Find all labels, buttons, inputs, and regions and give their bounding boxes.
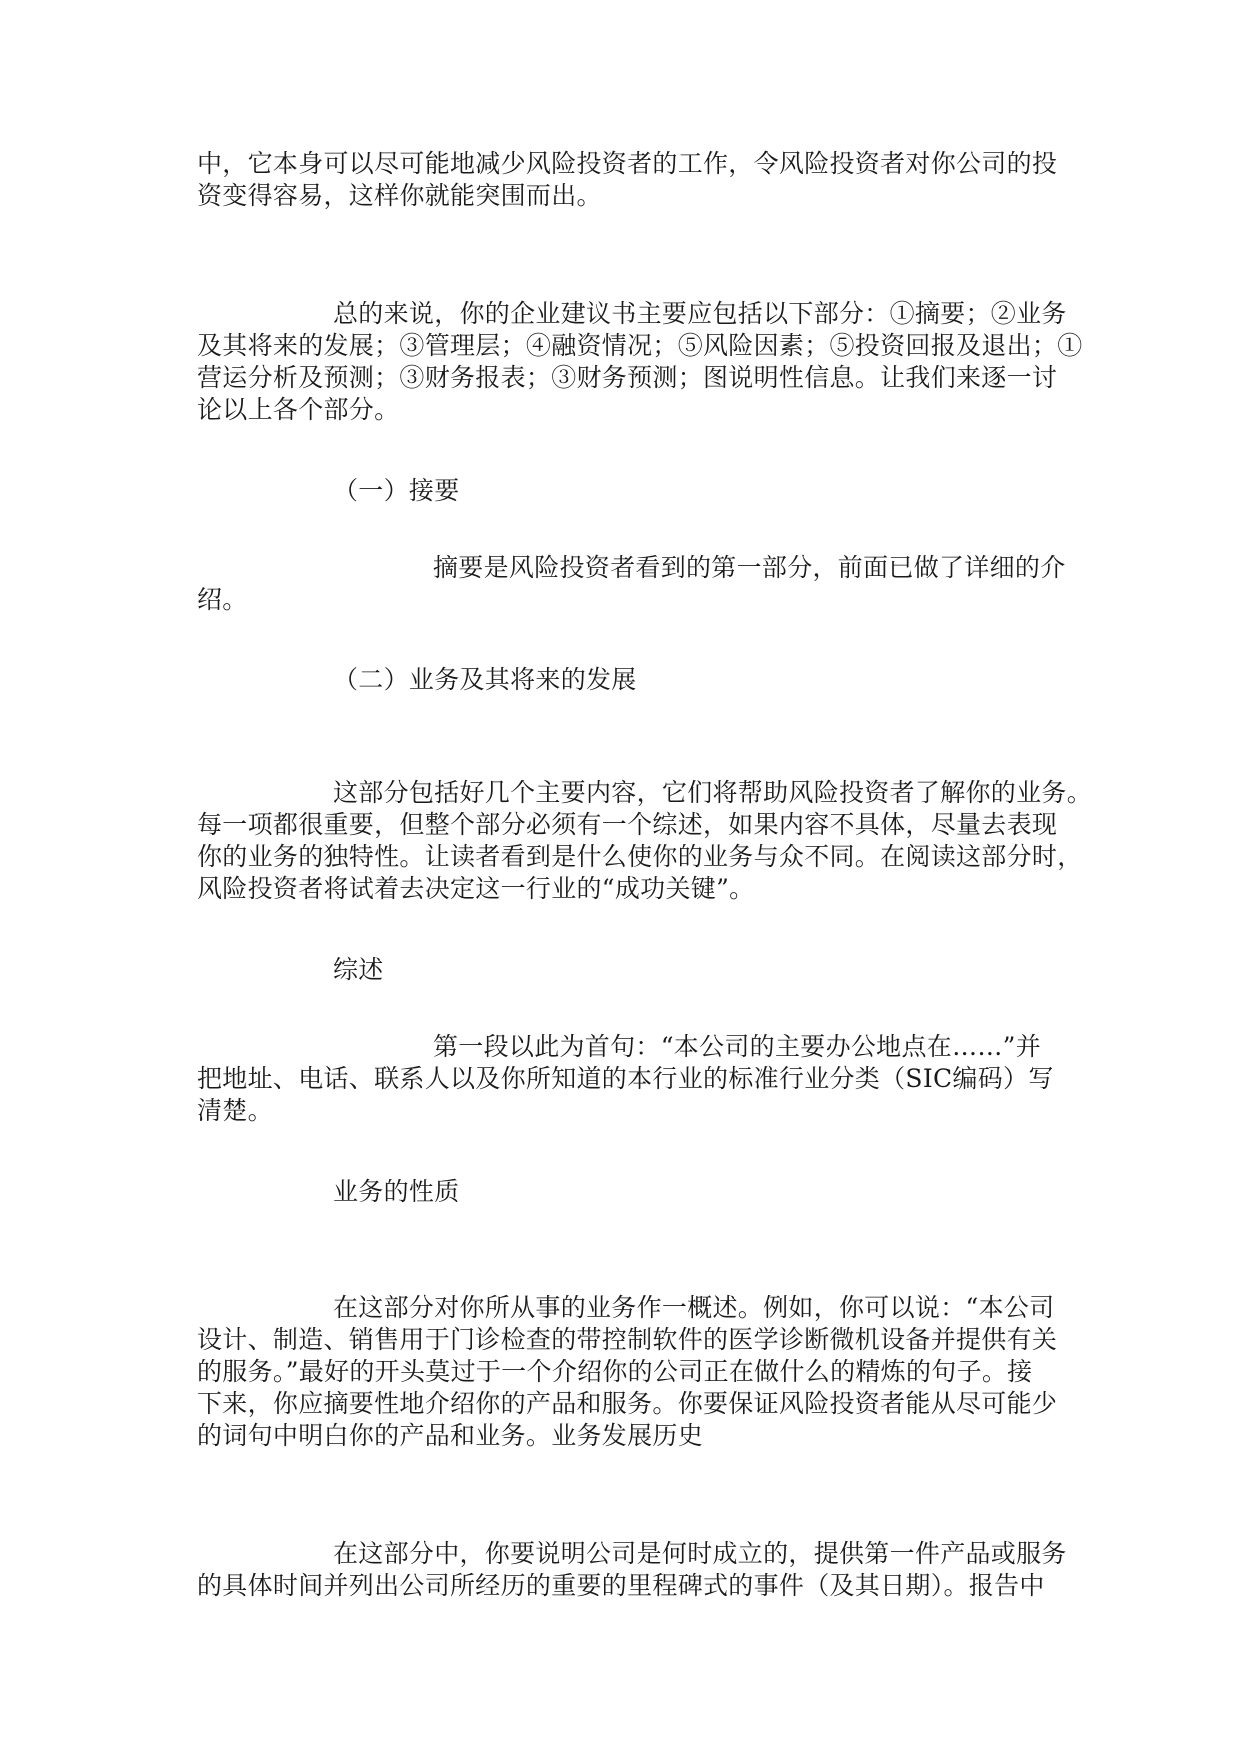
text-line: 的服务。”最好的开头莫过于一个介绍你的公司正在做什么的精炼的句子。接 [197,1357,1033,1386]
text-line: 设计、制造、销售用于门诊检查的带控制软件的医学诊断微机设备并提供有关 [197,1325,1058,1354]
text-line: 营运分析及预测；③财务报表；③财务预测；图说明性信息。让我们来逐一讨 [197,363,1058,392]
section-heading-business: （二）业务及其将来的发展 [333,665,637,694]
paragraph-nature-of-business [197,1292,1063,1452]
text-line: 中，它本身可以尽可能地减少风险投资者的工作，令风险投资者对你公司的投 [197,149,1058,178]
text-line: 清楚。 [197,1096,273,1125]
text-line: 资变得容易，这样你就能突围而出。 [197,181,602,210]
text-line: 摘要是风险投资者看到的第一部分，前面已做了详细的介 [433,553,1066,582]
paragraph-intro-continuation [197,148,1063,212]
text-line: 的词句中明白你的产品和业务。业务发展历史 [197,1421,704,1450]
text-line: 在这部分对你所从事的业务作一概述。例如，你可以说：“本公司 [333,1293,1055,1322]
text-line: 每一项都很重要，但整个部分必须有一个综述，如果内容不具体，尽量去表现 [197,810,1058,839]
paragraph-summary [197,552,1066,616]
subheading-overview: 综述 [333,955,384,984]
text-line: 总的来说，你的企业建议书主要应包括以下部分：①摘要；②业务 [333,299,1067,328]
text-line: 把地址、电话、联系人以及你所知道的本行业的标准行业分类（SIC编码）写 [197,1064,1054,1093]
paragraph-overview-detail [197,1031,1063,1127]
text-line: 风险投资者将试着去决定这一行业的“成功关键”。 [197,874,755,903]
text-line: 你的业务的独特性。让读者看到是什么使你的业务与众不同。在阅读这部分时， [197,842,1083,871]
text-line: 下来，你应摘要性地介绍你的产品和服务。你要保证风险投资者能从尽可能少 [197,1389,1058,1418]
paragraph-business-intro [197,777,1093,905]
text-line: 的具体时间并列出公司所经历的重要的里程碑式的事件（及其日期）。报告中 [197,1571,1045,1600]
text-line: 论以上各个部分。 [197,395,400,424]
text-line: 在这部分中，你要说明公司是何时成立的，提供第一件产品或服务 [333,1539,1067,1568]
paragraph-business-history [197,1538,1067,1602]
section-heading-summary: （一）接要 [333,476,460,505]
subheading-nature-of-business: 业务的性质 [333,1177,460,1206]
text-line: 绍。 [197,585,248,614]
paragraph-overview [197,298,1083,426]
text-line: 及其将来的发展；③管理层；④融资情况；⑤风险因素；⑤投资回报及退出；① [197,331,1083,360]
text-line: 第一段以此为首句：“本公司的主要办公地点在……”并 [433,1032,1042,1061]
text-line: 这部分包括好几个主要内容，它们将帮助风险投资者了解你的业务。 [333,778,1093,807]
